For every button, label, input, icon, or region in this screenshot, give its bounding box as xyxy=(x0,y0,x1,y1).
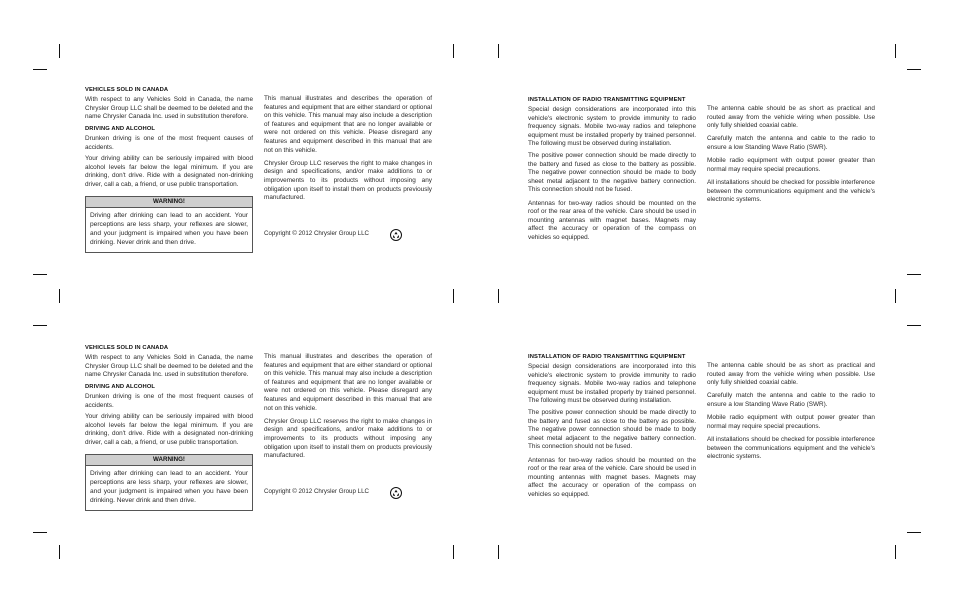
right-page-top xyxy=(528,96,908,356)
manual-text: This manual illustrates and describes the operation of features and equipment that are either standard or optional on this vehicle. This manual may also include a description of features and equipment that are no longer available or were not ordered on this vehicle. Please disregard any features and equipment described in this manual that are not on this vehicle. xyxy=(264,95,432,154)
antenna-text: Carefully match the antenna and cable to the radio to ensure a low Standing Wave Ratio (SWR). xyxy=(707,135,875,151)
alcohol-text: Drunken driving is one of the most frequent causes of accidents. xyxy=(85,134,253,151)
canada-text: With respect to any Vehicles Sold in Canada, the name Chrysler Group LLC shall be deemed to be deleted and the name Chrysler Canada Inc. used in substitution therefore. xyxy=(85,96,253,121)
antenna-text: The antenna cable should be as short as practical and routed away from the vehicle wiring when possible. Use only fully shielded coaxial cable. xyxy=(707,362,875,387)
alcohol-text: Your driving ability can be seriously impaired with blood alcohol levels far below the legal minimum. If you are drinking, don't drive. Ride with a designated non-drinking driver, call a cab, a friend, or use public transportation. xyxy=(85,155,253,188)
warning-text: Driving after drinking can lead to an accident. Your perceptions are less sharp, your reflexes are slower, and your judgment is impaired when you have been drinking. Never drink and then drive. xyxy=(90,211,248,246)
warning-box xyxy=(85,454,253,511)
right-column xyxy=(264,95,432,241)
antenna-text: The antenna cable should be as short as practical and routed away from the vehicle wiring when possible. Use only fully shielded coaxial cable. xyxy=(707,105,875,130)
antenna-text: All installations should be checked for possible interference between the communications equipment and the vehicle's electronic systems. xyxy=(707,435,875,461)
left-column xyxy=(85,86,253,253)
crop-mark xyxy=(498,545,499,559)
crop-mark xyxy=(59,545,60,559)
crop-mark xyxy=(498,44,499,58)
right-column xyxy=(707,362,875,466)
crop-mark xyxy=(453,44,454,58)
right-column xyxy=(264,353,432,499)
left-column xyxy=(528,96,696,247)
copyright-text: Copyright © 2012 Chrysler Group LLC xyxy=(264,488,369,496)
left-column xyxy=(528,353,696,504)
copyright-line xyxy=(264,487,402,499)
antenna-text: All installations should be checked for possible interference between the communications equipment and the vehicle's electronic systems. xyxy=(707,178,875,204)
alcohol-heading: DRIVING AND ALCOHOL xyxy=(85,125,156,132)
crop-mark xyxy=(907,325,921,326)
crop-mark xyxy=(895,44,896,58)
left-column xyxy=(85,344,253,511)
alcohol-text: Your driving ability can be seriously impaired with blood alcohol levels far below the legal minimum. If you are drinking, don't drive. Ride with a designated non-drinking driver, call a cab, a friend, or use public transportation. xyxy=(85,413,253,446)
crop-mark xyxy=(59,289,60,303)
recycle-icon xyxy=(390,487,402,499)
copyright-text: Copyright © 2012 Chrysler Group LLC xyxy=(264,230,369,238)
crop-mark xyxy=(33,532,47,533)
radio-text: Special design considerations are incorporated into this vehicle's electronic system to provide immunity to radio frequency signals. Mobile two-way radios and telephone equipment must be installed properly by trained personnel. The following must be observed during installation. xyxy=(528,363,696,405)
crop-mark xyxy=(33,69,47,70)
recycle-icon xyxy=(390,229,402,241)
right-page-bottom xyxy=(528,353,908,603)
manual-text: Chrysler Group LLC reserves the right to make changes in design and specifications, and/or make additions to or improvements to its products without imposing any obligation upon itself to install them on products previously manufactured. xyxy=(264,159,432,202)
radio-heading: INSTALLATION OF RADIO TRANSMITTING EQUIPMENT xyxy=(528,354,686,360)
crop-mark xyxy=(33,325,47,326)
warning-box xyxy=(85,196,253,253)
warning-title: WARNING! xyxy=(86,455,252,466)
radio-text: Special design considerations are incorporated into this vehicle's electronic system to provide immunity to radio frequency signals. Mobile two-way radios and telephone equipment must be installed properly by trained personnel. The following must be observed during installation. xyxy=(528,106,696,148)
antenna-text: Mobile radio equipment with output power greater than normal may require special precautions. xyxy=(707,414,875,430)
warning-title: WARNING! xyxy=(86,197,252,208)
canada-text: With respect to any Vehicles Sold in Canada, the name Chrysler Group LLC shall be deemed to be deleted and the name Chrysler Canada Inc. used in substitution therefore. xyxy=(85,354,253,379)
canada-heading: VEHICLES SOLD IN CANADA xyxy=(85,87,169,93)
right-column xyxy=(707,105,875,209)
radio-heading: INSTALLATION OF RADIO TRANSMITTING EQUIPMENT xyxy=(528,97,686,103)
copyright-line xyxy=(264,229,402,241)
crop-mark xyxy=(907,69,921,70)
alcohol-heading: DRIVING AND ALCOHOL xyxy=(85,383,156,390)
radio-text: Antennas for two-way radios should be mounted on the roof or the rear area of the vehicle. Care should be used in mounting antennas with magnet bases. Magnets may affect the accuracy or operation of the compass on vehicles so equipped. xyxy=(528,456,696,498)
left-page-top xyxy=(85,86,465,346)
crop-mark xyxy=(907,274,921,275)
radio-text: The positive power connection should be made directly to the battery and fused as close to the battery as possible. The negative power connection should be made to body sheet metal adjacent to the negative battery connection. This connection should not be fused. xyxy=(528,409,696,451)
canada-heading: VEHICLES SOLD IN CANADA xyxy=(85,345,169,351)
manual-text: This manual illustrates and describes the operation of features and equipment that are either standard or optional on this vehicle. This manual may also include a description of features and equipment that are no longer available or were not ordered on this vehicle. Please disregard any features and equipment described in this manual that are not on this vehicle. xyxy=(264,353,432,412)
manual-text: Chrysler Group LLC reserves the right to make changes in design and specifications, and/or make additions to or improvements to its products without imposing any obligation upon itself to install them on products previously manufactured. xyxy=(264,417,432,460)
crop-mark xyxy=(907,532,921,533)
antenna-text: Mobile radio equipment with output power greater than normal may require special precautions. xyxy=(707,157,875,173)
radio-text: Antennas for two-way radios should be mounted on the roof or the rear area of the vehicle. Care should be used in mounting antennas with magnet bases. Magnets may affect the accuracy or operation of the compass on vehicles so equipped. xyxy=(528,199,696,241)
alcohol-text: Drunken driving is one of the most frequent causes of accidents. xyxy=(85,392,253,409)
crop-mark xyxy=(59,44,60,58)
crop-mark xyxy=(498,289,499,303)
left-page-bottom xyxy=(85,344,465,603)
antenna-text: Carefully match the antenna and cable to the radio to ensure a low Standing Wave Ratio (SWR). xyxy=(707,392,875,408)
radio-text: The positive power connection should be made directly to the battery and fused as close to the battery as possible. The negative power connection should be made to body sheet metal adjacent to the negative battery connection. This connection should not be fused. xyxy=(528,152,696,194)
crop-mark xyxy=(33,274,47,275)
warning-text: Driving after drinking can lead to an accident. Your perceptions are less sharp, your reflexes are slower, and your judgment is impaired when you have been drinking. Never drink and then drive. xyxy=(90,469,248,504)
